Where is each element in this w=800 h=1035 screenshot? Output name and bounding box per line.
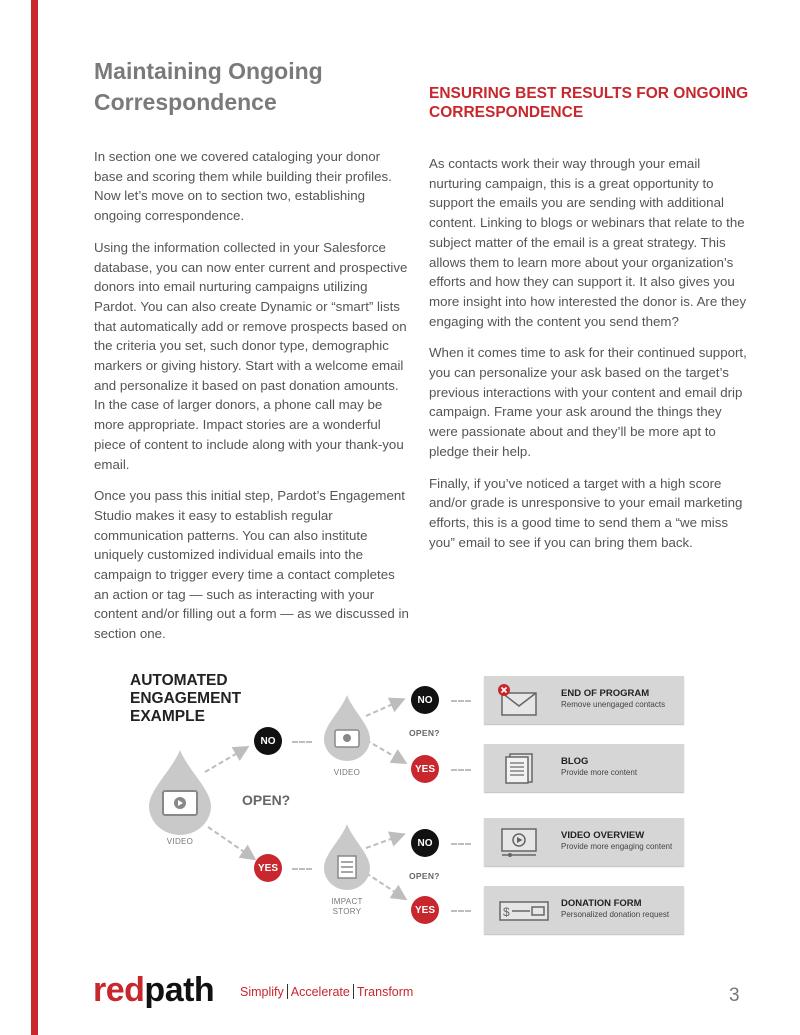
connector: [292, 868, 312, 870]
redpath-logo: redpath: [93, 971, 215, 1009]
no-badge: NO: [411, 829, 439, 857]
connector: [451, 700, 471, 702]
outcome-title: VIDEO OVERVIEW: [561, 830, 645, 841]
svg-text:$: $: [503, 905, 510, 919]
page-number: 3: [729, 985, 740, 1006]
paragraph: When it comes time to ask for their continued support, you can personalize your ask based on the target’s previous interactions with your content and email drip campaign. Frame your ask around the things they were passionate about and they’ll be more apt to pledge their help.: [429, 345, 747, 459]
outcome-title: DONATION FORM: [561, 898, 642, 909]
outcome-donation-form: [484, 886, 684, 934]
outcome-subtitle: Provide more engaging content: [561, 842, 673, 851]
connector: [451, 769, 471, 771]
outcome-blog: [484, 744, 684, 792]
main-question: OPEN?: [242, 792, 291, 808]
donation-card-icon: [498, 894, 550, 926]
video-player-icon: [498, 826, 538, 858]
main-drop-label: VIDEO: [166, 837, 194, 846]
paragraph: As contacts work their way through your email nurturing campaign, this is a great opportunity to support the emails you are sending with additional content. Linking to blogs or webinars that relate to the subject matter of the email is a great strategy. This allows them to learn more about your organization’s efforts and how they can support it. It also gives you more insight into how interested the donor is. Are they engaging with the content you send them?: [429, 156, 747, 329]
video-drop-icon: [322, 693, 372, 765]
outcome-subtitle: Personalized donation request: [561, 910, 670, 919]
impact-story-drop-icon: [322, 822, 372, 894]
outcome-title: END OF PROGRAM: [561, 688, 650, 699]
open-label: OPEN?: [409, 728, 440, 738]
open-label: OPEN?: [409, 871, 440, 881]
email-drop-icon: [147, 748, 213, 836]
yes-badge: YES: [411, 755, 439, 783]
connector: [451, 843, 471, 845]
video-drop-label: VIDEO: [333, 768, 361, 777]
diagram-title: AUTOMATED ENGAGEMENT EXAMPLE: [130, 672, 242, 725]
outcome-end-of-program: [484, 676, 684, 724]
impact-story-label: IMPACT STORY: [331, 897, 363, 916]
section-heading: ENSURING BEST RESULTS FOR ONGOING CORRESPONDENCE: [429, 85, 749, 121]
page-title: Maintaining Ongoing Correspondence: [94, 58, 323, 115]
paragraph: In section one we covered cataloging your donor base and scoring them while building their profiles. Now let’s move on to section two, establishing ongoing correspondence.: [94, 149, 392, 224]
tagline: Simplify Accelerate Transform: [240, 985, 414, 999]
outcome-subtitle: Provide more content: [561, 768, 638, 777]
outcome-title: BLOG: [561, 756, 589, 767]
outcome-video-overview: [484, 818, 684, 866]
yes-badge: YES: [254, 854, 282, 882]
connector: [451, 910, 471, 912]
no-badge: NO: [411, 686, 439, 714]
outcome-subtitle: Remove unengaged contacts: [561, 700, 666, 709]
no-badge: NO: [254, 727, 282, 755]
paragraph: Using the information collected in your Salesforce database, you can now enter current and prospective donors into email nurturing campaigns utilizing Pardot. You can also create Dynamic or “smart” lists that automatically add or remove prospects based on the criteria you set, such donor type, demographic markers or giving history. Start with a welcome email and personalize it based on past donation amounts. In the case of larger donors, a phone call may be more appropriate. Impact stories are a wonderful piece of content to include along with your thank-you email.: [94, 239, 408, 472]
paragraph: Once you pass this initial step, Pardot’s Engagement Studio makes it easy to establish regular communication patterns. You can also institute uniquely customized individual emails into the campaign to trigger every time a contact completes an action or tag — such as interacting with your content and/or filling out a form — as we discussed in section one.: [94, 488, 409, 642]
connector: [292, 741, 312, 743]
yes-badge: YES: [411, 896, 439, 924]
document-icon: [498, 752, 538, 784]
envelope-x-icon: [498, 684, 538, 716]
paragraph: Finally, if you’ve noticed a target with a high score and/or grade is unresponsive to your email marketing efforts, this is a good time to send them a “we miss you” email to see if you can bring them back.: [429, 475, 743, 550]
